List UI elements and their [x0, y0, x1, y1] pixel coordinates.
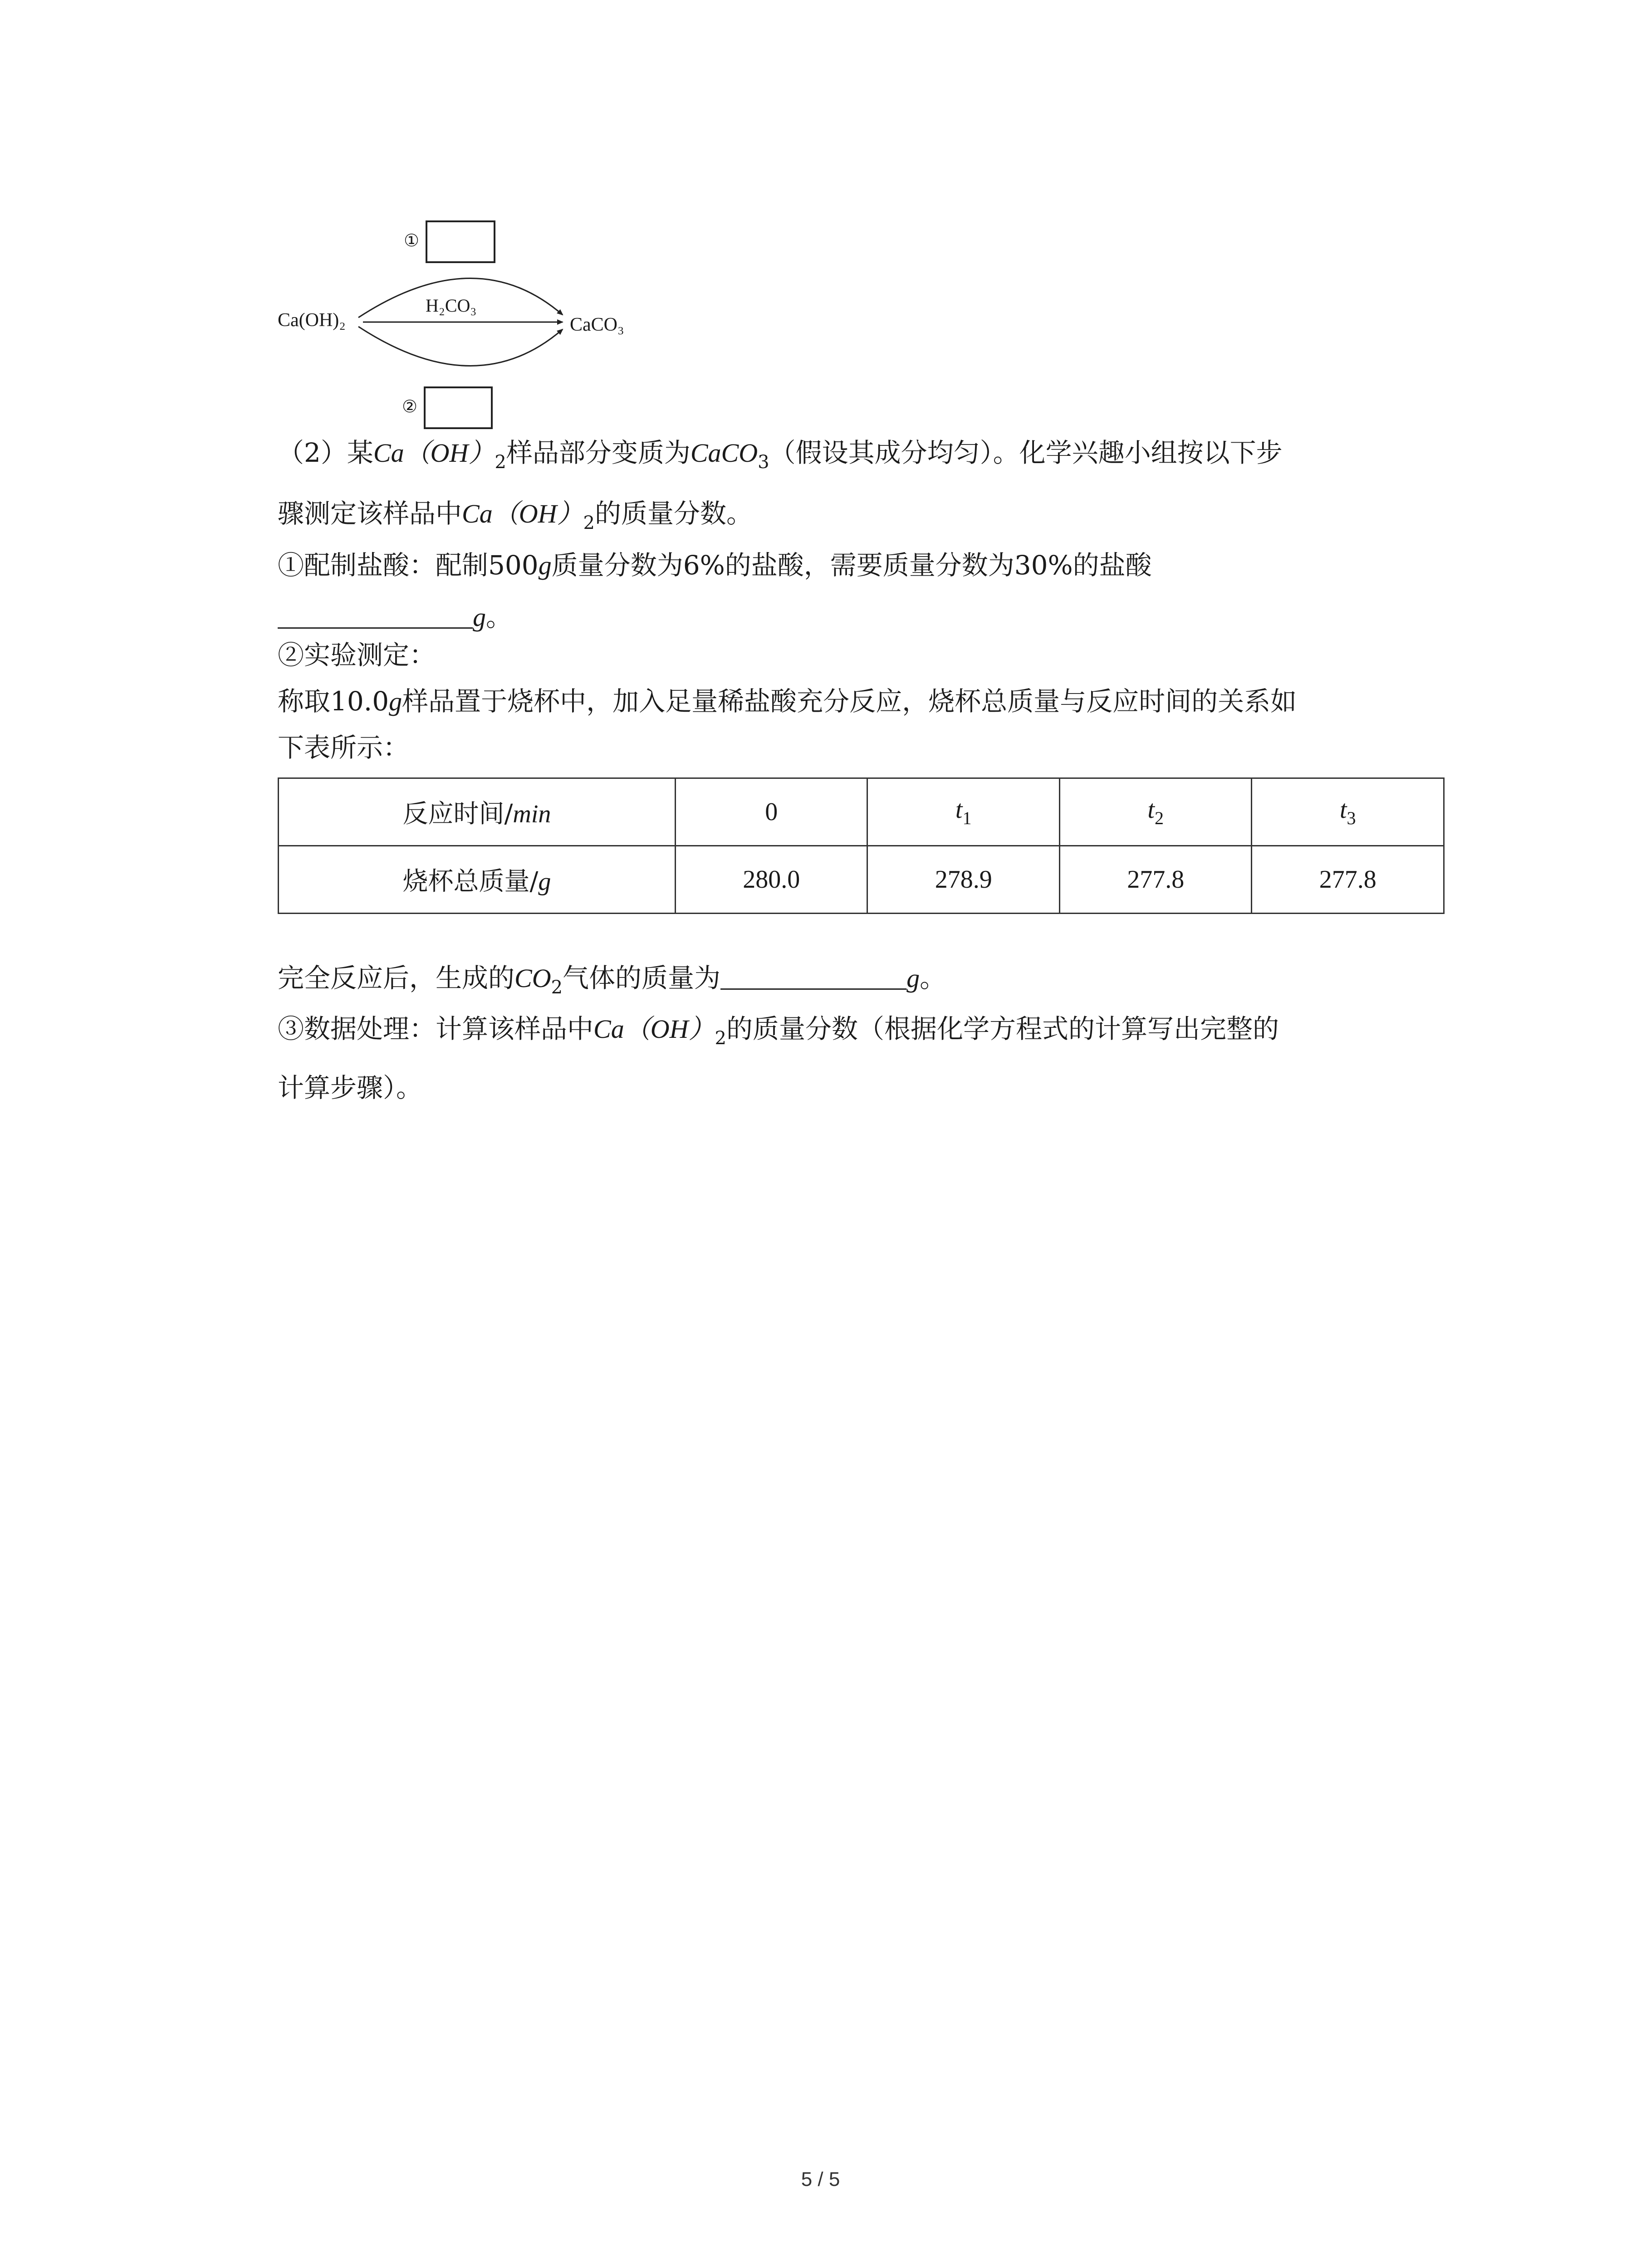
- step2-line1: [278, 683, 1297, 720]
- answer-box-2[interactable]: [424, 386, 493, 429]
- unit: g: [538, 868, 551, 896]
- subscript: 2: [583, 513, 595, 533]
- table-cell: [1252, 778, 1444, 846]
- formula: Ca: [593, 1014, 624, 1044]
- part2-line1: [278, 435, 1283, 480]
- time-value: t: [1147, 796, 1155, 824]
- formula: （OH）: [492, 499, 583, 528]
- unit: g: [906, 963, 920, 993]
- subscript: 3: [758, 452, 769, 473]
- step1-answer-line: [278, 599, 512, 635]
- table-cell: 278.9: [867, 846, 1060, 914]
- page-number: 5 / 5: [801, 2168, 840, 2190]
- text: 。: [920, 963, 946, 993]
- unit: g: [473, 602, 486, 632]
- formula: Ca: [373, 438, 404, 468]
- subscript: 2: [495, 452, 506, 473]
- part2-line2: [278, 495, 753, 541]
- text: 称取10.0: [278, 686, 389, 717]
- subscript: 2: [715, 1028, 726, 1049]
- subscript: 1: [962, 808, 972, 828]
- text: 质量分数为6%的盐酸，需要质量分数为30%的盐酸: [551, 550, 1152, 581]
- box1-number: ①: [404, 230, 420, 250]
- table-cell: 277.8: [1059, 846, 1252, 914]
- table-row: [279, 778, 1444, 846]
- subscript: 3: [1347, 808, 1356, 828]
- step3-line2: 计算步骤）。: [278, 1072, 423, 1103]
- reactant-label: Ca(OH)₂: [278, 310, 346, 331]
- text: （假设其成分均匀）。化学兴趣小组按以下步: [769, 437, 1283, 468]
- table-cell: [675, 778, 867, 846]
- answer-blank-hcl[interactable]: [278, 602, 473, 629]
- box2-number: ②: [402, 396, 418, 416]
- table-cell: [867, 778, 1060, 846]
- text: ①配制盐酸：配制500: [278, 550, 539, 581]
- formula: CaCO: [690, 438, 758, 468]
- step2-line2: 下表所示：: [278, 732, 410, 763]
- text: 骤测定该样品中: [278, 498, 462, 529]
- table-cell: 280.0: [675, 846, 867, 914]
- row-header-mass: [279, 846, 676, 914]
- time-value: 0: [765, 798, 778, 826]
- product-label: CaCO₃: [570, 314, 624, 335]
- row-header-time: [279, 778, 676, 846]
- formula: CO: [514, 963, 551, 993]
- lower-curve-arrow: [358, 327, 563, 366]
- formula: Ca: [462, 499, 493, 528]
- unit: min: [513, 800, 551, 828]
- mass-time-table: [278, 777, 1445, 914]
- arrow-label: H₂CO₃: [426, 295, 477, 316]
- unit: g: [389, 687, 402, 716]
- text: 的质量分数。: [594, 498, 753, 529]
- text: 。: [486, 601, 513, 632]
- text: 反应时间/: [402, 799, 513, 829]
- reaction-diagram: [272, 213, 662, 440]
- text: 完全反应后，生成的: [278, 963, 515, 993]
- time-value: t: [955, 796, 963, 824]
- table-cell: [1059, 778, 1252, 846]
- table-row: [279, 846, 1444, 914]
- text: 烧杯总质量/: [402, 867, 539, 896]
- subscript: 2: [551, 977, 563, 998]
- answer-box-1[interactable]: [426, 220, 495, 263]
- text: ③数据处理：计算该样品中: [278, 1013, 594, 1044]
- text: 样品置于烧杯中，加入足量稀盐酸充分反应，烧杯总质量与反应时间的关系如: [402, 686, 1297, 717]
- subscript: 2: [1154, 808, 1164, 828]
- answer-blank-co2[interactable]: [720, 963, 906, 990]
- step2-title: ②实验测定：: [278, 640, 436, 670]
- text: 的质量分数（根据化学方程式的计算写出完整的: [726, 1013, 1279, 1044]
- step3-line1: [278, 1011, 1279, 1056]
- step1-line: [278, 547, 1152, 584]
- co2-question-line: [278, 960, 946, 1006]
- text: 样品部分变质为: [506, 437, 691, 468]
- text: 气体的质量为: [563, 963, 721, 993]
- formula: （OH）: [404, 438, 495, 468]
- time-value: t: [1339, 796, 1347, 824]
- text: （2）某: [278, 437, 373, 468]
- unit: g: [538, 551, 552, 580]
- formula: （OH）: [624, 1014, 715, 1044]
- table-cell: 277.8: [1252, 846, 1444, 914]
